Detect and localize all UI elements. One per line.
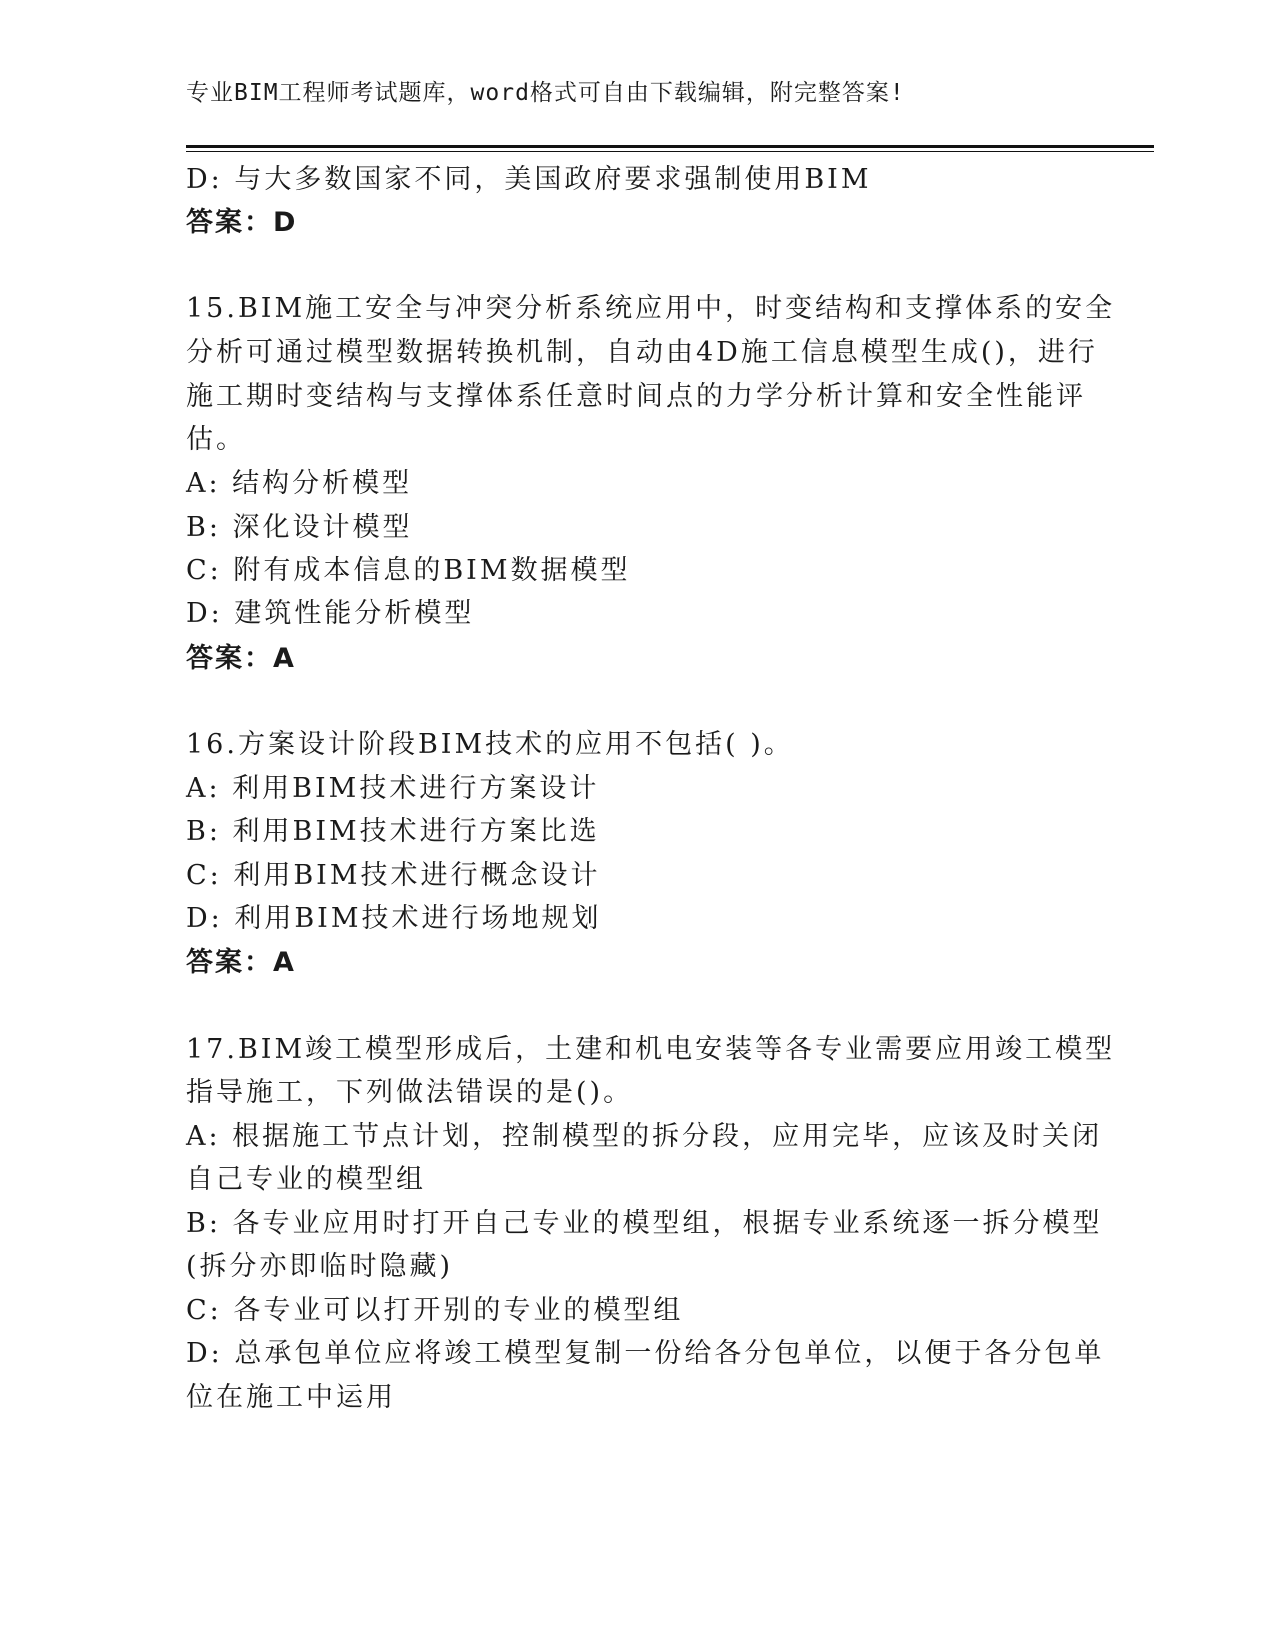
q17-stem-line-1: 17.BIM竣工模型形成后，土建和机电安装等各专业需要应用竣工模型 [186,1034,1116,1065]
q15-option-d: D: 建筑性能分析模型 [186,598,475,629]
q17-option-b-line-1: B: 各专业应用时打开自己专业的模型组，根据专业系统逐一拆分模型 [186,1208,1103,1239]
q15-answer: 答案：A [186,643,296,674]
q15-stem-line-4: 估。 [186,424,246,455]
q15-stem-line-2: 分析可通过模型数据转换机制，自动由4D施工信息模型生成()，进行 [186,337,1098,368]
q17-option-a-line-2: 自己专业的模型组 [186,1164,426,1195]
q16-stem-line-1: 16.方案设计阶段BIM技术的应用不包括( )。 [186,729,794,760]
q17-option-d-line-2: 位在施工中运用 [186,1382,396,1413]
q16-option-b: B: 利用BIM技术进行方案比选 [186,816,600,847]
q17-stem-line-2: 指导施工，下列做法错误的是()。 [186,1077,634,1108]
q17-option-a-line-1: A: 根据施工节点计划，控制模型的拆分段，应用完毕，应该及时关闭 [186,1121,1103,1152]
q16-option-a: A: 利用BIM技术进行方案设计 [186,773,600,804]
q16-option-d: D: 利用BIM技术进行场地规划 [186,903,602,934]
q16-answer: 答案：A [186,947,296,978]
q17-option-c: C: 各专业可以打开别的专业的模型组 [186,1295,684,1326]
header-divider-thin [186,151,1154,152]
q15-option-c: C: 附有成本信息的BIM数据模型 [186,555,631,586]
q15-option-b: B: 深化设计模型 [186,512,413,543]
header-divider-thick [186,145,1154,148]
q15-stem-line-1: 15.BIM施工安全与冲突分析系统应用中，时变结构和支撑体系的安全 [186,293,1116,324]
q17-option-d-line-1: D: 总承包单位应将竣工模型复制一份给各分包单位，以便于各分包单 [186,1338,1105,1369]
q16-option-c: C: 利用BIM技术进行概念设计 [186,860,601,891]
q15-option-a: A: 结构分析模型 [186,468,413,499]
q15-stem-line-3: 施工期时变结构与支撑体系任意时间点的力学分析计算和安全性能评 [186,381,1086,412]
prev-option-d: D: 与大多数国家不同，美国政府要求强制使用BIM [186,164,872,195]
prev-answer: 答案：D [186,207,298,238]
page-header: 专业BIM工程师考试题库，word格式可自由下载编辑，附完整答案! [186,80,905,106]
q17-option-b-line-2: (拆分亦即临时隐藏) [186,1251,454,1282]
